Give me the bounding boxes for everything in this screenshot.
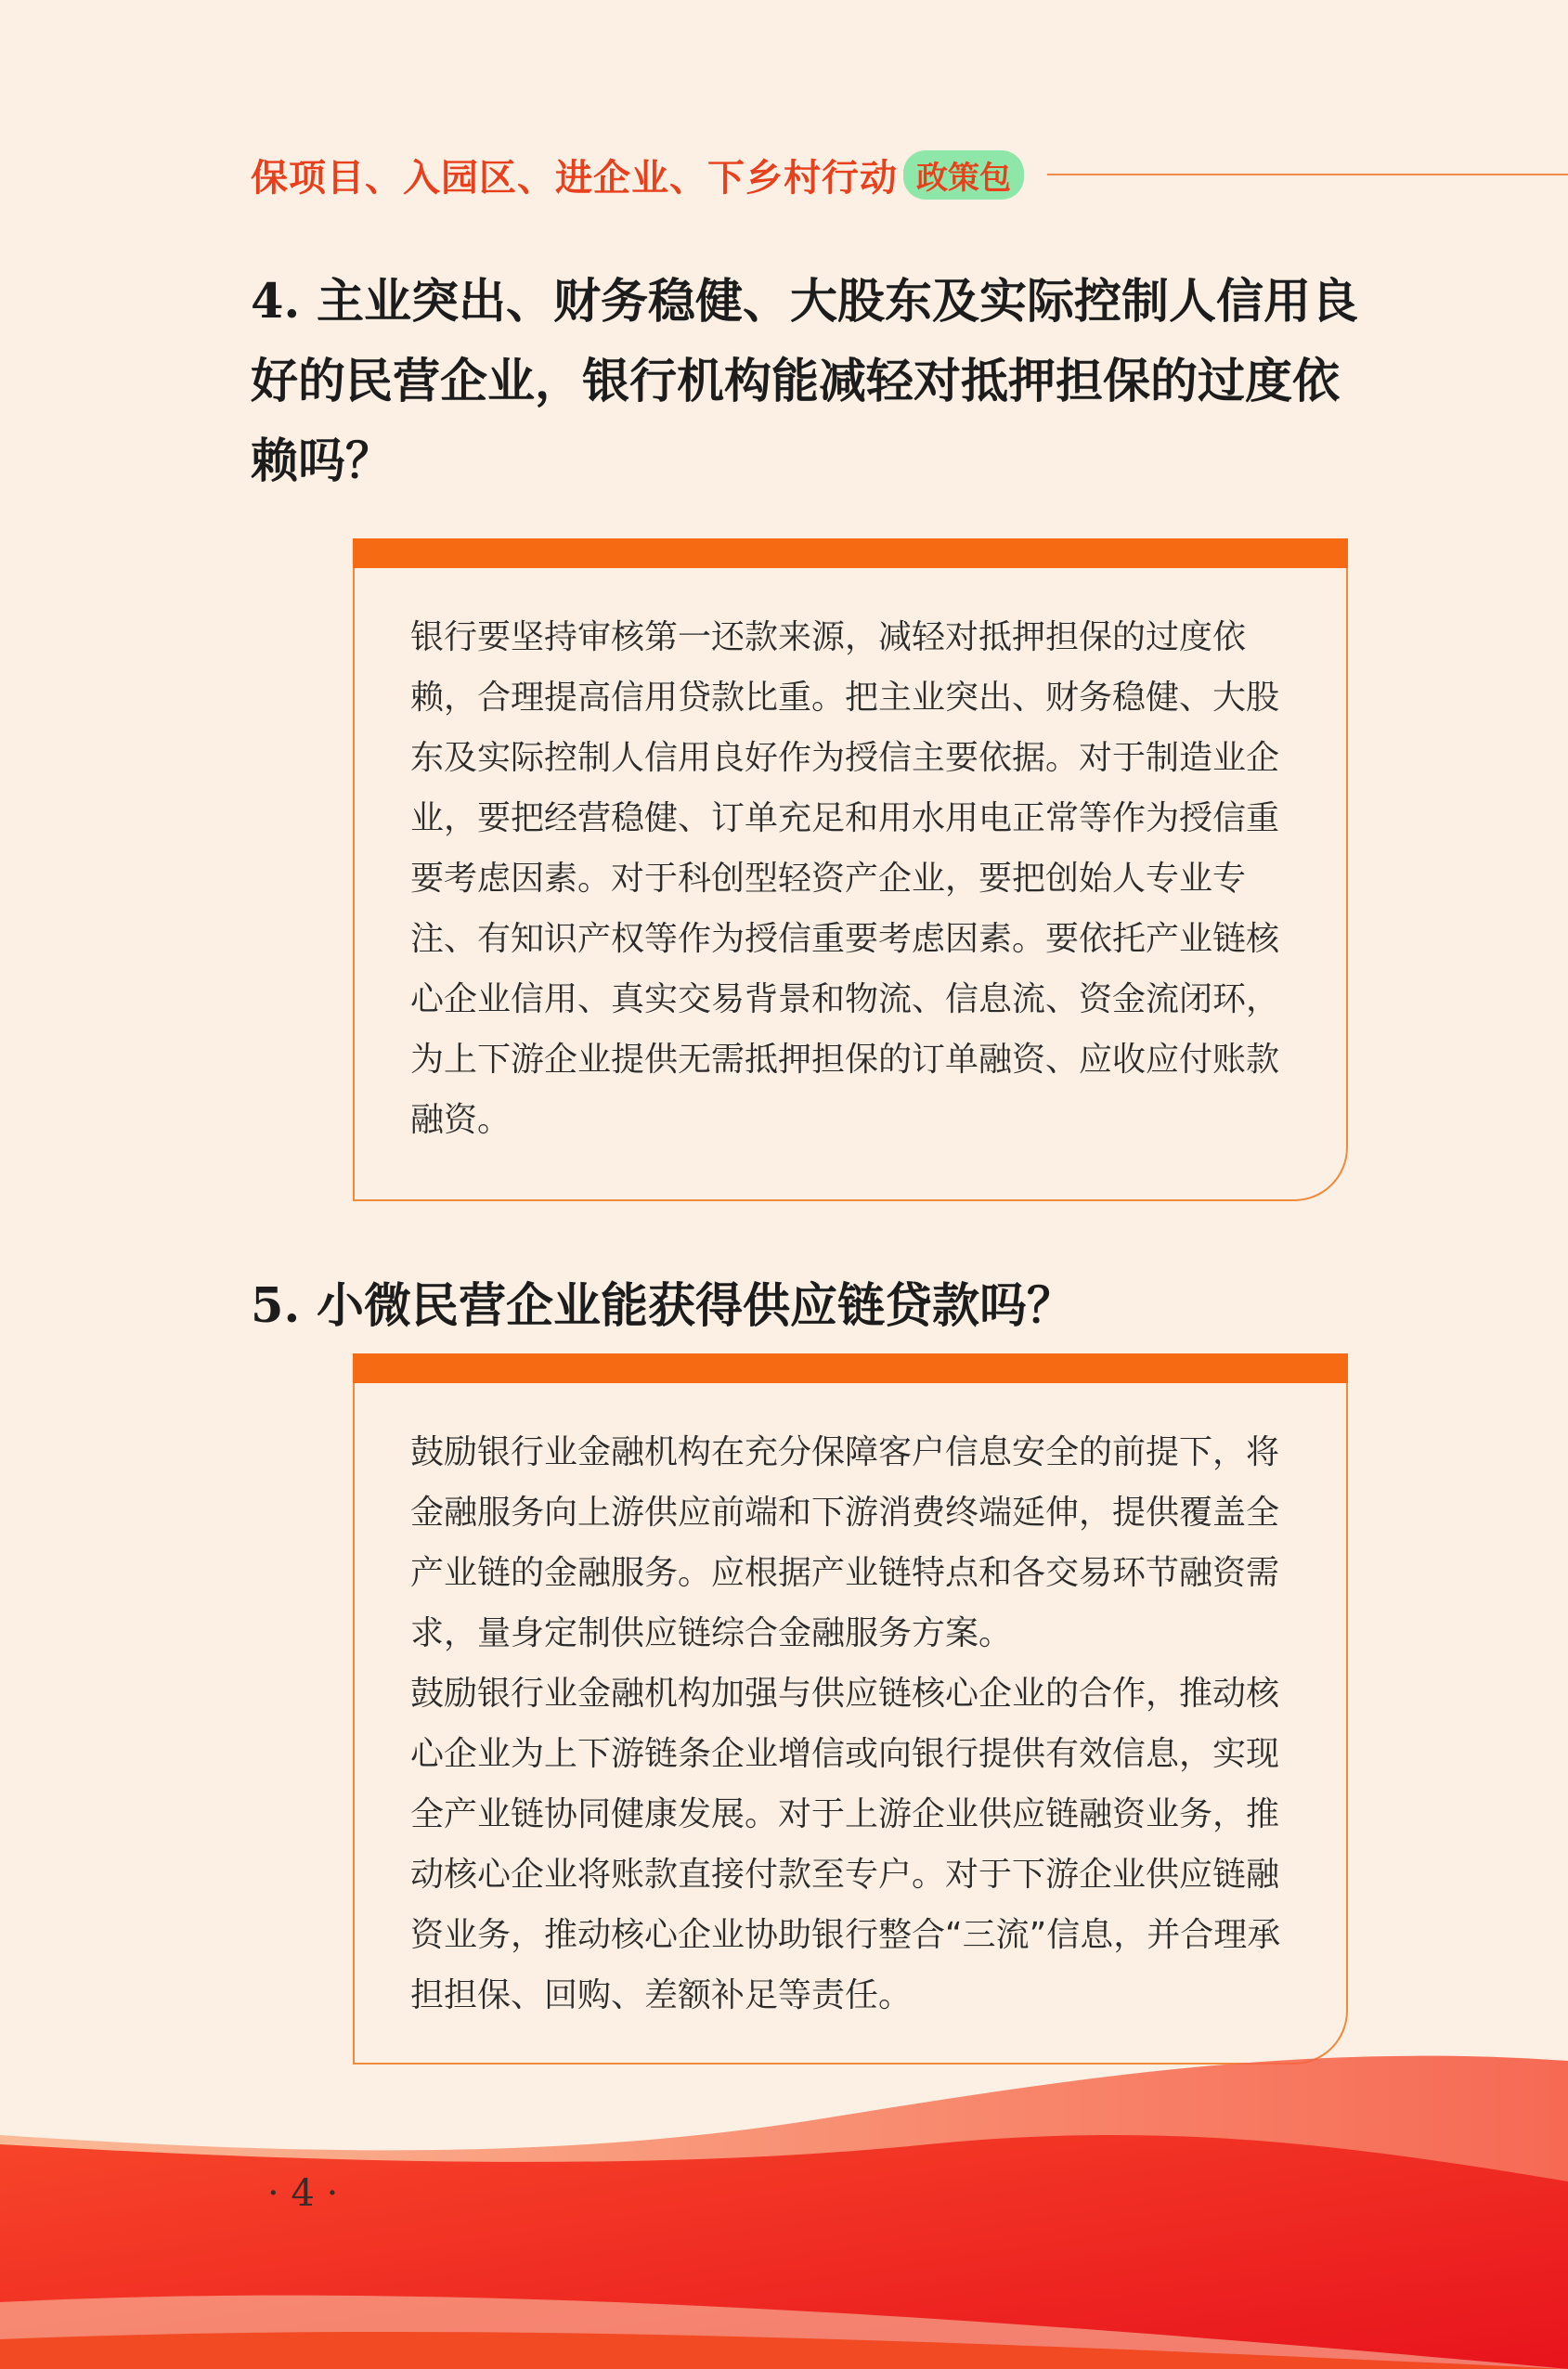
- question-5: 5. 小微民营企业能获得供应链贷款吗？: [251, 1278, 1074, 1334]
- page-number: · 4 ·: [267, 2172, 339, 2215]
- policy-badge: 政策包: [903, 150, 1024, 200]
- page-header: [251, 147, 1024, 202]
- answer-card-5: [353, 1353, 1348, 2065]
- answer-paragraph: 鼓励银行业金融机构在充分保障客户信息安全的前提下，将金融服务向上游供应前端和下游消费终端延伸，提供覆盖全产业链的金融服务。应根据产业链特点和各交易环节融资需求，量身定制供应链综合金融服务方案。: [410, 1433, 1280, 1652]
- answer-card-4: [353, 538, 1348, 1201]
- card-top-bar: [353, 538, 1348, 568]
- answer-text: [355, 568, 1346, 1150]
- card-top-bar: [353, 1353, 1348, 1383]
- answer-paragraph: 鼓励银行业金融机构加强与供应链核心企业的合作，推动核心企业为上下游链条企业增信或向银行提供有效信息，实现全产业链协同健康发展。对于上游企业供应链融资业务，推动核心企业将账款直接付款至专户。对于下游企业供应链融资业务，推动核心企业协助银行整合“三流”信息，并合理承担担保、回购、差额补足等责任。: [410, 1675, 1281, 2014]
- red-wave-decoration: [0, 2005, 1568, 2369]
- header-divider: [1047, 174, 1568, 175]
- answer-paragraph: 银行要坚持审核第一还款来源，减轻对抵押担保的过度依赖，合理提高信用贷款比重。把主业突出、财务稳健、大股东及实际控制人信用良好作为授信主要依据。对于制造业企业，要把经营稳健、订单充足和用水用电正常等作为授信重要考虑因素。对于科创型轻资产企业，要把创始人专业专注、有知识产权等作为授信重要考虑因素。要依托产业链核心企业信用、真实交易背景和物流、信息流、资金流闭环，为上下游企业提供无需抵押担保的订单融资、应收应付账款融资。: [410, 618, 1280, 1139]
- answer-text: [355, 1383, 1346, 2026]
- header-title: 保项目、入园区、进企业、下乡村行动: [251, 155, 898, 200]
- question-4: 4. 主业突出、财务稳健、大股东及实际控制人信用良好的民营企业，银行机构能减轻对抵押担保的过度依赖吗？: [251, 274, 1358, 489]
